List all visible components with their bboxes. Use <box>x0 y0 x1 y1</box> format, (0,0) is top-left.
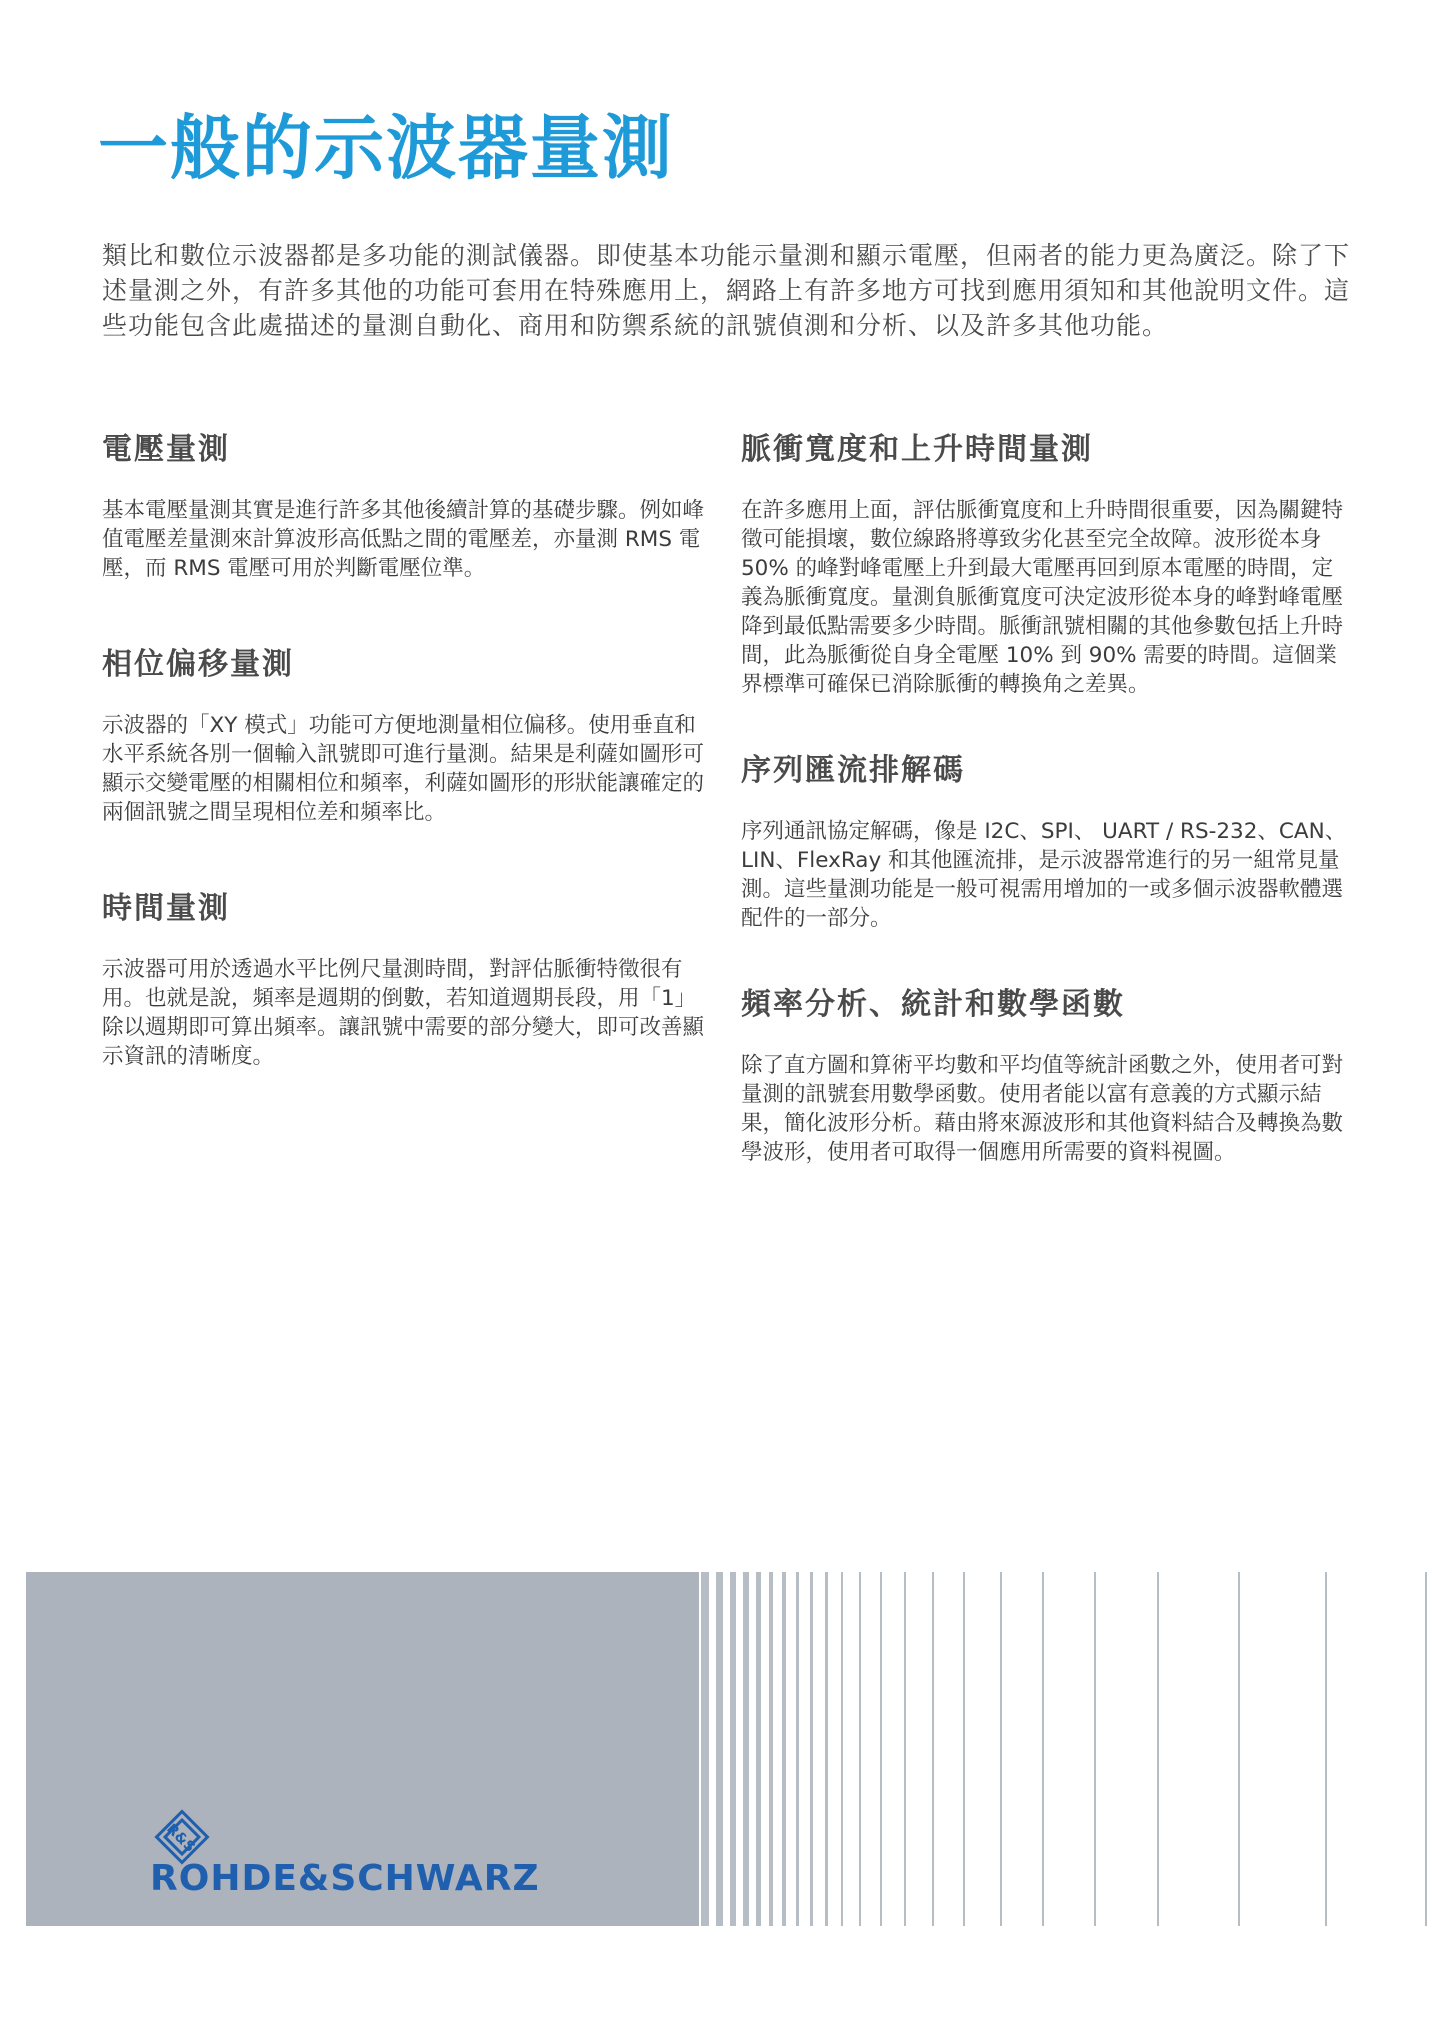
section-time <box>102 889 716 1071</box>
section-frequency-analysis <box>741 985 1351 1167</box>
logo-mark-text: R&S <box>163 1821 198 1856</box>
section-body: 示波器可用於透過水平比例尺量測時間，對評估脈衝特徵很有用。也就是說，頻率是週期的倒數，若知道週期長段，用「1」除以週期即可算出頻率。讓訊號中需要的部分變大，即可改善顯示資訊的清晰度。 <box>102 957 705 1069</box>
section-body: 示波器的「XY 模式」功能可方便地測量相位偏移。使用垂直和水平系統各別一個輸入訊號即可進行量測。結果是利薩如圖形可顯示交變電壓的相關相位和頻率，利薩如圖形的形狀能讓確定的兩個訊號之間呈現相位差和頻率比。 <box>102 713 705 825</box>
section-heading: 電壓量測 <box>102 432 230 467</box>
company-logo <box>150 1805 590 1899</box>
section-voltage <box>102 430 716 583</box>
logo-wordmark: ROHDE&SCHWARZ <box>150 1858 540 1899</box>
section-heading: 脈衝寬度和上升時間量測 <box>741 432 1093 467</box>
section-heading: 序列匯流排解碼 <box>741 753 965 788</box>
section-serial-decode <box>741 751 1351 933</box>
section-body: 在許多應用上面，評估脈衝寬度和上升時間很重要，因為關鍵特徵可能損壞，數位線路將導致劣化甚至完全故障。波形從本身 50% 的峰對峰電壓上升到最大電壓再回到原本電壓的時間，定義為脈衝寬度。量測負脈衝寬度可決定波形從本身的峰對峰電壓降到最低點需要多少時間。脈衝訊號相關的其他參數包括上升時間，此為脈衝從自身全電壓 10% 到 90% 需要的時間。這個業界標準可確保已消除脈衝的轉換角之差異。 <box>741 498 1344 697</box>
section-phase <box>102 645 716 827</box>
section-heading: 時間量測 <box>102 891 230 926</box>
footer-stripes <box>699 1572 1440 1926</box>
section-heading: 頻率分析、統計和數學函數 <box>741 987 1125 1022</box>
section-heading: 相位偏移量測 <box>102 647 294 682</box>
right-column <box>741 430 1351 1167</box>
section-body: 基本電壓量測其實是進行許多其他後續計算的基礎步驟。例如峰值電壓差量測來計算波形高低點之間的電壓差，亦量測 RMS 電壓，而 RMS 電壓可用於判斷電壓位準。 <box>102 498 705 581</box>
section-body: 序列通訊協定解碼，像是 I2C、SPI、 UART / RS-232、CAN、LIN、FlexRay 和其他匯流排，是示波器常進行的另一組常見量測。這些量測功能是一般可視需用增加的一或多個示波器軟體選配件的一部分。 <box>741 819 1347 931</box>
intro-paragraph: 類比和數位示波器都是多功能的測試儀器。即使基本功能示量測和顯示電壓，但兩者的能力更為廣泛。除了下述量測之外，有許多其他的功能可套用在特殊應用上，網路上有許多地方可找到應用須知和其他說明文件。這些功能包含此處描述的量測自動化、商用和防禦系統的訊號偵測和分析、以及許多其他功能。 <box>102 241 1351 340</box>
stripe-pattern <box>699 1572 1440 1926</box>
section-body: 除了直方圖和算術平均數和平均值等統計函數之外，使用者可對量測的訊號套用數學函數。使用者能以富有意義的方式顯示結果，簡化波形分析。藉由將來源波形和其他資料結合及轉換為數學波形，使用者可取得一個應用所需要的資料視圖。 <box>741 1053 1344 1165</box>
section-pulse-width <box>741 430 1351 699</box>
left-column <box>102 430 716 1071</box>
page-title: 一般的示波器量測 <box>98 107 674 189</box>
